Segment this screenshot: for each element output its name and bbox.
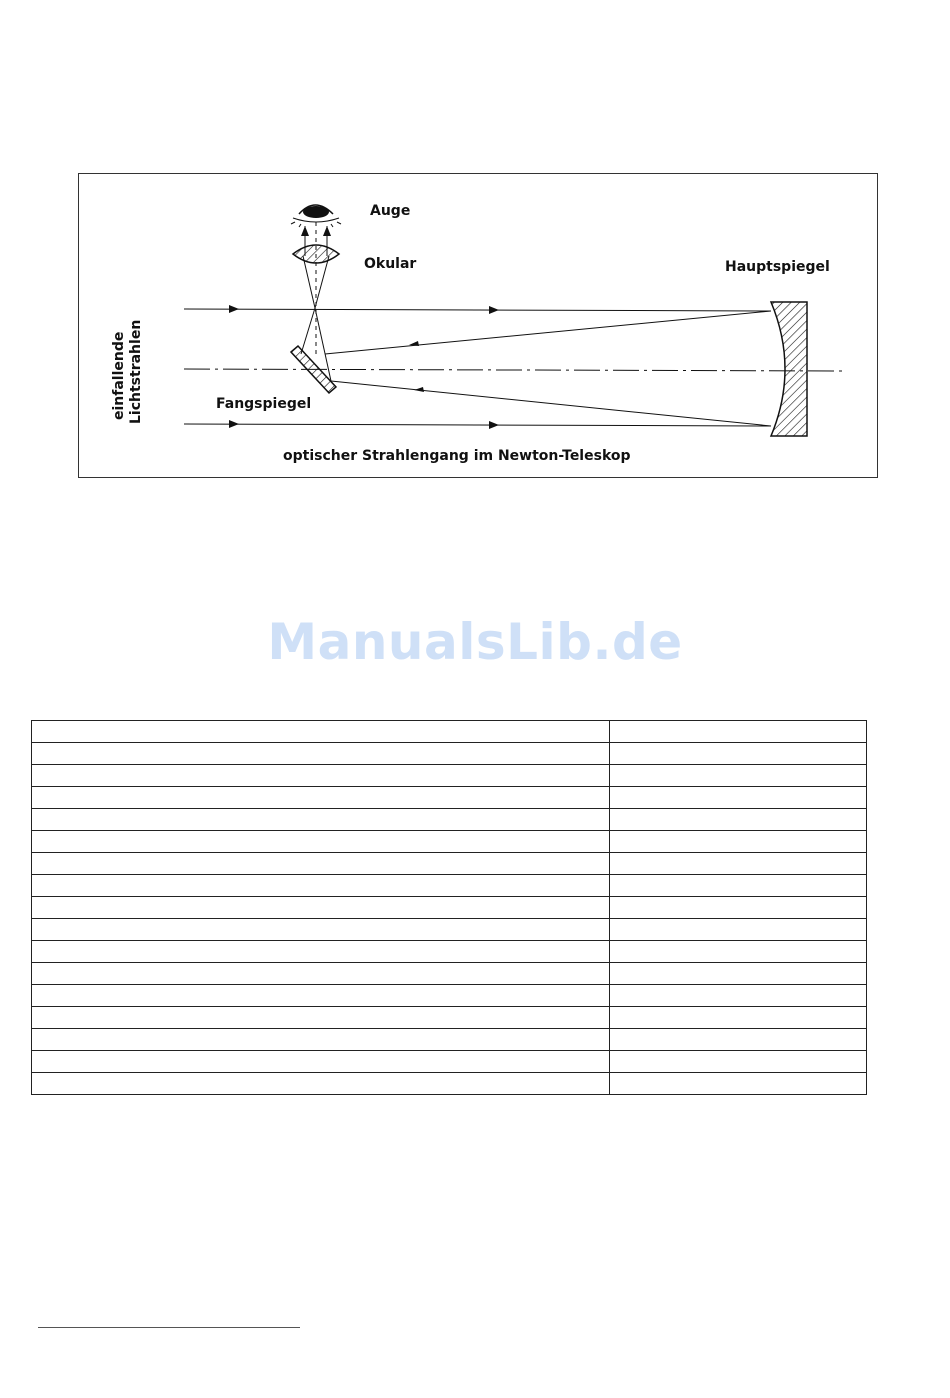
table-row (32, 1007, 867, 1029)
table-cell (610, 743, 867, 765)
arrow-head (301, 226, 309, 236)
table-cell (610, 721, 867, 743)
arrow-head (489, 421, 499, 429)
footnote-rule (38, 1327, 300, 1328)
label-incoming-rays-line1: einfallende (111, 331, 127, 420)
table-cell (32, 743, 610, 765)
table-cell (32, 809, 610, 831)
table-cell (32, 963, 610, 985)
primary-mirror (771, 302, 807, 436)
eyepiece-lens (293, 245, 339, 263)
arrow-head (229, 420, 239, 428)
table-cell (32, 853, 610, 875)
table-cell (32, 831, 610, 853)
table-row (32, 853, 867, 875)
table-row (32, 809, 867, 831)
label-eyepiece: Okular (364, 256, 417, 272)
table-row (32, 875, 867, 897)
label-incoming-rays-line2: Lichtstrahlen (128, 319, 144, 424)
table-cell (610, 831, 867, 853)
table-row (32, 941, 867, 963)
arrow-head (229, 305, 239, 313)
table-cell (610, 809, 867, 831)
table-row (32, 1051, 867, 1073)
incoming-ray-top (184, 309, 771, 311)
table-cell (610, 1007, 867, 1029)
table-cell (610, 1051, 867, 1073)
table-cell (610, 765, 867, 787)
table-row (32, 743, 867, 765)
table-row (32, 1029, 867, 1051)
table-cell (32, 765, 610, 787)
converging-ray-left (301, 308, 315, 354)
arrow-head (489, 306, 499, 314)
table-row (32, 919, 867, 941)
optical-axis (184, 369, 847, 371)
table-row (32, 831, 867, 853)
ray-diagram (79, 174, 879, 479)
reflected-ray-bottom (331, 381, 771, 426)
arrow-head (323, 226, 331, 236)
watermark: ManualsLib.de (267, 613, 683, 671)
table-cell (610, 897, 867, 919)
arrow-head (409, 341, 419, 346)
diverging-ray-right (315, 256, 329, 308)
table-cell (610, 985, 867, 1007)
table-cell (610, 919, 867, 941)
figure-caption: optischer Strahlengang im Newton-Teleskop (283, 448, 631, 464)
table-cell (610, 963, 867, 985)
table-cell (32, 1051, 610, 1073)
table-cell (32, 1029, 610, 1051)
table-cell (610, 941, 867, 963)
table-row (32, 963, 867, 985)
label-primary-mirror: Hauptspiegel (725, 259, 830, 275)
table-cell (32, 721, 610, 743)
table-row (32, 897, 867, 919)
table-cell (32, 875, 610, 897)
reflected-ray-top (325, 311, 771, 354)
table-cell (610, 1073, 867, 1095)
incoming-ray-bottom (184, 424, 771, 426)
secondary-mirror (291, 346, 336, 393)
table-cell (610, 875, 867, 897)
blank-table (31, 720, 867, 1095)
table-cell (610, 787, 867, 809)
table-cell (32, 941, 610, 963)
label-secondary-mirror: Fangspiegel (216, 396, 312, 412)
table-cell (610, 853, 867, 875)
newton-telescope-figure (78, 173, 878, 478)
arrow-head (414, 387, 424, 392)
table-cell (32, 919, 610, 941)
table-row (32, 721, 867, 743)
table-cell (32, 1073, 610, 1095)
table-row (32, 1073, 867, 1095)
table-cell (32, 787, 610, 809)
label-eye: Auge (370, 203, 411, 219)
table-cell (610, 1029, 867, 1051)
table-cell (32, 985, 610, 1007)
diverging-ray-left (303, 256, 315, 308)
table-row (32, 765, 867, 787)
table-cell (32, 897, 610, 919)
table-cell (32, 1007, 610, 1029)
table-row (32, 985, 867, 1007)
table-row (32, 787, 867, 809)
